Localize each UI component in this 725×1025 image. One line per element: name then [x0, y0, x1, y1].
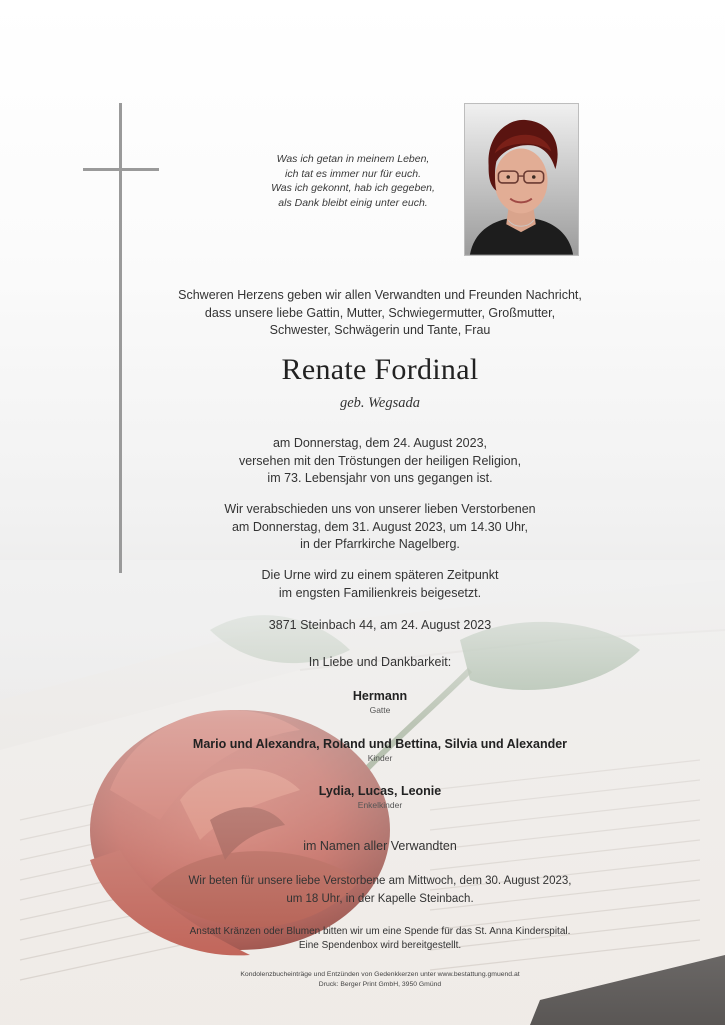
- urn-notice: [130, 567, 630, 602]
- family-group: [130, 736, 630, 764]
- behalf-line: im Namen aller Verwandten: [303, 839, 457, 853]
- family-names: Mario und Alexandra, Roland und Bettina, Silvia und Alexander: [192, 737, 568, 751]
- intro-line: dass unsere liebe Gattin, Mutter, Schwiegermutter, Großmutter,: [204, 305, 556, 320]
- cross-icon: [119, 103, 122, 573]
- intro-text: [130, 287, 630, 340]
- poem: [258, 152, 448, 210]
- cross-icon-bar: [83, 168, 159, 171]
- donation-line: Eine Spendenbox wird bereitgestellt.: [298, 940, 462, 951]
- farewell-notice: [130, 501, 630, 554]
- farewell-line: am Donnerstag, dem 31. August 2023, um 14.30 Uhr,: [231, 519, 528, 534]
- intro-line: Schwester, Schwägerin und Tante, Frau: [269, 323, 491, 337]
- death-line: im 73. Lebensjahr von uns gegangen ist.: [267, 471, 493, 485]
- donation-line: Anstatt Kränzen oder Blumen bitten wir um eine Spende für das St. Anna Kinderspital.: [189, 926, 571, 937]
- place-date: 3871 Steinbach 44, am 24. August 2023: [268, 618, 492, 632]
- prayer-notice: [130, 873, 630, 908]
- footer-line: Kondolenzbucheinträge und Entzünden von Gedenkkerzen unter www.bestattung.gmuend.at: [240, 971, 520, 978]
- love-line: In Liebe und Dankbarkeit:: [308, 655, 452, 669]
- prayer-line: um 18 Uhr, in der Kapelle Steinbach.: [286, 892, 474, 905]
- donation-notice: [130, 925, 630, 953]
- poem-line: ich tat es immer nur für euch.: [285, 167, 421, 180]
- family-names: Hermann: [352, 689, 408, 703]
- deceased-name: Renate Fordinal: [281, 353, 479, 386]
- family-names: Lydia, Lucas, Leonie: [318, 784, 442, 798]
- poem-line: Was ich gekonnt, hab ich gegeben,: [271, 182, 435, 194]
- urn-line: im engsten Familienkreis beigesetzt.: [278, 585, 482, 600]
- farewell-line: Wir verabschieden uns von unserer lieben Verstorbenen: [224, 502, 536, 516]
- intro-line: Schweren Herzens geben wir allen Verwandten und Freunden Nachricht,: [178, 288, 582, 302]
- maiden-name: geb. Wegsada: [339, 395, 420, 411]
- death-line: am Donnerstag, dem 24. August 2023,: [272, 436, 488, 450]
- family-group: [130, 783, 630, 811]
- death-notice: [130, 435, 630, 488]
- poem-line: Was ich getan in meinem Leben,: [276, 153, 430, 165]
- family-role: Gatte: [369, 705, 391, 715]
- family-group: [130, 688, 630, 716]
- poem-line: als Dank bleibt einig unter euch.: [278, 196, 428, 209]
- family-role: Kinder: [367, 753, 393, 763]
- death-line: versehen mit den Tröstungen der heiligen Religion,: [238, 453, 522, 468]
- family-role: Enkelkinder: [357, 800, 403, 810]
- footer-print-info: [130, 970, 630, 990]
- footer-line: Druck: Berger Print GmbH, 3950 Gmünd: [318, 981, 442, 988]
- urn-line: Die Urne wird zu einem späteren Zeitpunkt: [261, 568, 499, 582]
- prayer-line: Wir beten für unsere liebe Verstorbene am Mittwoch, dem 30. August 2023,: [188, 875, 572, 887]
- farewell-line: in der Pfarrkirche Nagelberg.: [300, 537, 460, 551]
- portrait-photo: [464, 103, 579, 256]
- woman-portrait-image: [465, 104, 578, 255]
